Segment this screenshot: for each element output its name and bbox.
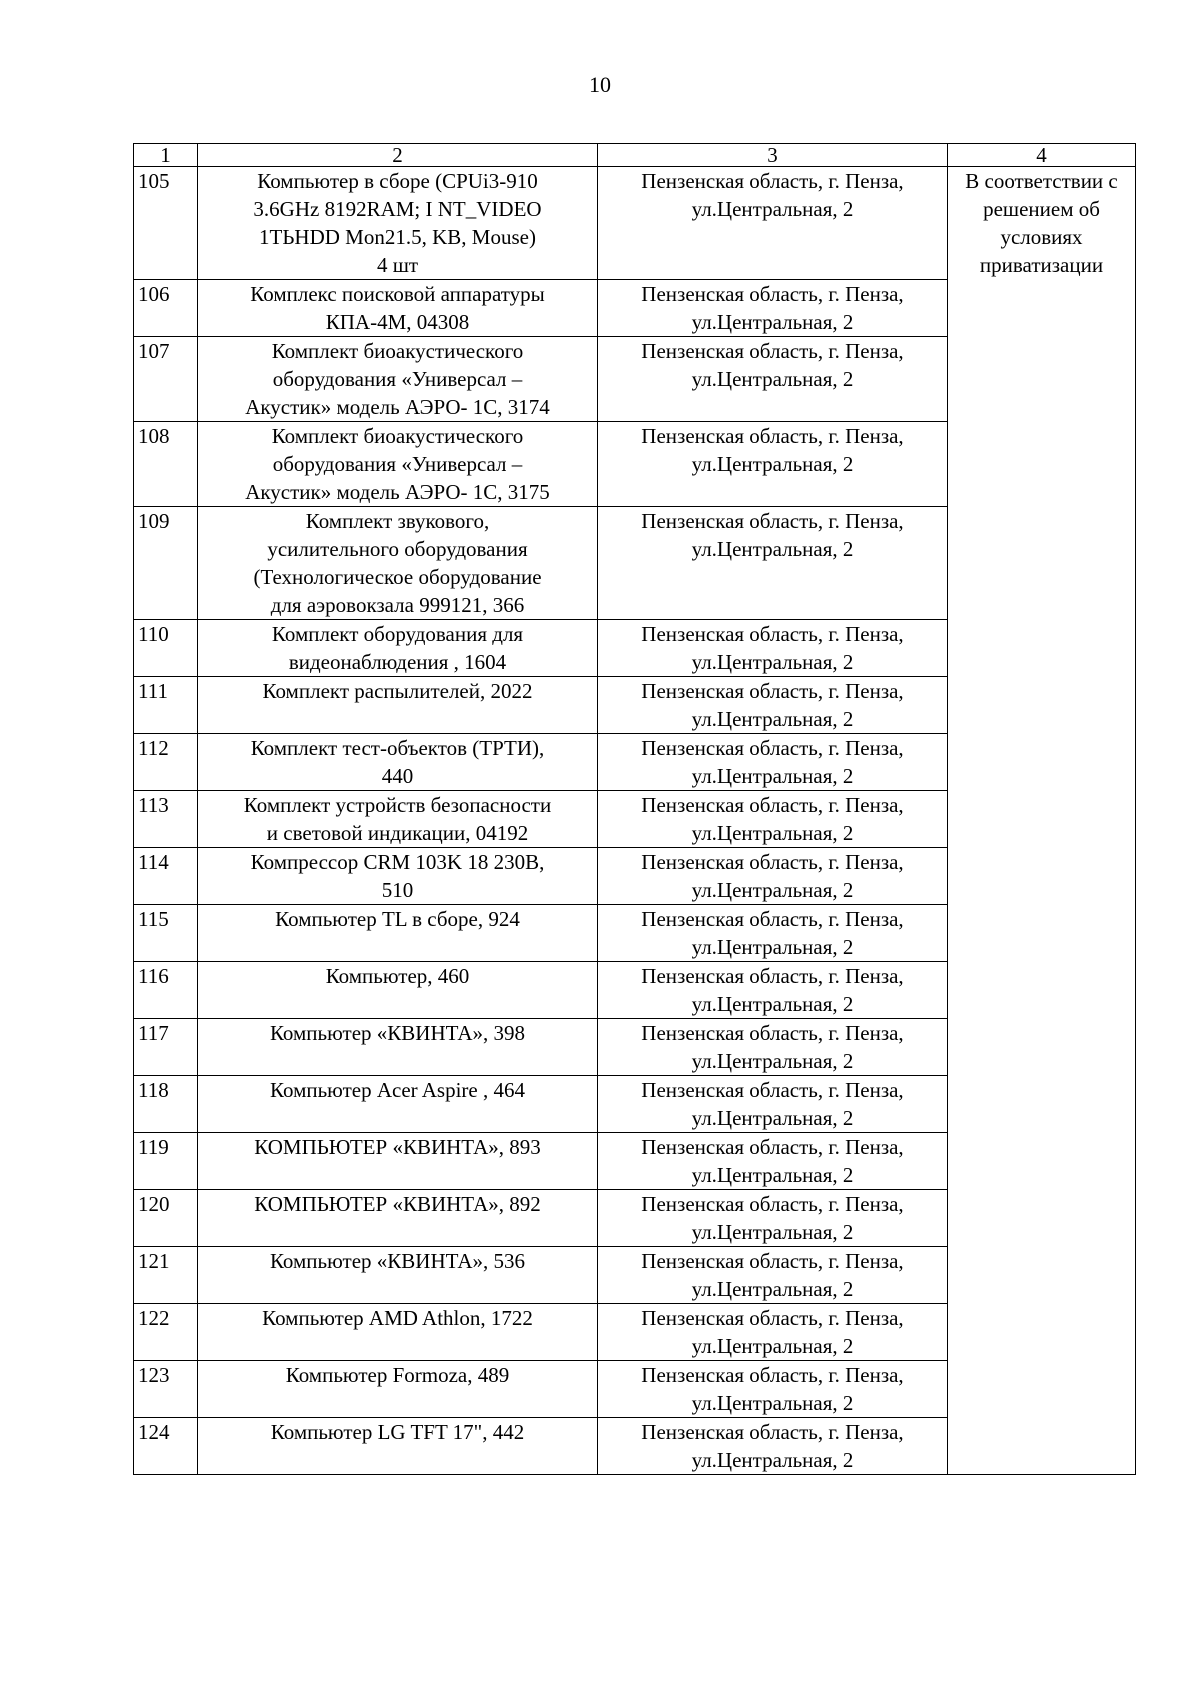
table-body (134, 167, 1136, 1475)
item-name-line: КПА-4М, 04308 (325, 310, 470, 334)
item-name (198, 1133, 598, 1190)
row-number: 107 (134, 337, 198, 422)
condition-line: В соответствии с (965, 169, 1118, 193)
item-name-line: Компьютер Formoza, 489 (285, 1363, 510, 1387)
item-address (598, 791, 948, 848)
item-name-line: Акустик» модель АЭРО- 1С, 3174 (245, 395, 550, 419)
item-address-line: Пензенская область, г. Пенза, (641, 1306, 904, 1330)
header-col-2: 2 (198, 144, 598, 167)
item-name-line: для аэровокзала 999121, 366 (270, 593, 525, 617)
item-name (198, 734, 598, 791)
item-address-line: ул.Центральная, 2 (691, 1106, 854, 1130)
item-address-line: Пензенская область, г. Пенза, (641, 509, 904, 533)
item-name-line: Компьютер Acer Aspire , 464 (270, 1078, 525, 1102)
item-address (598, 1190, 948, 1247)
item-address-line: Пензенская область, г. Пенза, (641, 282, 904, 306)
item-address-line: Пензенская область, г. Пенза, (641, 1420, 904, 1444)
item-name-line: Комплект устройств безопасности (243, 793, 552, 817)
item-address-line: ул.Центральная, 2 (691, 1448, 854, 1472)
item-address-line: ул.Центральная, 2 (691, 992, 854, 1016)
item-address-line: ул.Центральная, 2 (691, 1391, 854, 1415)
item-name (198, 1076, 598, 1133)
row-number: 120 (134, 1190, 198, 1247)
table-row (134, 167, 1136, 280)
item-address-line: ул.Центральная, 2 (691, 935, 854, 959)
header-col-4: 4 (948, 144, 1136, 167)
item-address (598, 1418, 948, 1475)
row-number: 110 (134, 620, 198, 677)
item-address-line: Пензенская область, г. Пенза, (641, 850, 904, 874)
item-address-line: ул.Центральная, 2 (691, 878, 854, 902)
item-address-line: ул.Центральная, 2 (691, 707, 854, 731)
item-address (598, 848, 948, 905)
item-address-line: ул.Центральная, 2 (691, 367, 854, 391)
item-name (198, 280, 598, 337)
row-number: 116 (134, 962, 198, 1019)
table-header-row (134, 144, 1136, 167)
item-name-line: 440 (381, 764, 414, 788)
item-name (198, 677, 598, 734)
item-name-line: КОМПЬЮТЕР «КВИНТА», 893 (254, 1135, 541, 1159)
item-address-line: Пензенская область, г. Пенза, (641, 1363, 904, 1387)
item-name-line: оборудования «Универсал – (272, 367, 523, 391)
item-address (598, 734, 948, 791)
item-name (198, 1247, 598, 1304)
page-number: 10 (589, 72, 611, 97)
item-name (198, 1418, 598, 1475)
item-address-line: ул.Центральная, 2 (691, 1220, 854, 1244)
item-name-line: Компьютер «КВИНТА», 536 (269, 1249, 526, 1273)
item-address-line: Пензенская область, г. Пенза, (641, 1249, 904, 1273)
item-name (198, 507, 598, 620)
item-name (198, 848, 598, 905)
item-address-line: Пензенская область, г. Пенза, (641, 964, 904, 988)
privatization-condition (948, 167, 1136, 1475)
item-name (198, 1190, 598, 1247)
row-number: 117 (134, 1019, 198, 1076)
row-number: 123 (134, 1361, 198, 1418)
item-name (198, 1304, 598, 1361)
item-address (598, 1019, 948, 1076)
header-col-3: 3 (598, 144, 948, 167)
item-name-line: (Технологическое оборудование (253, 565, 542, 589)
item-name-line: 510 (381, 878, 414, 902)
item-address (598, 167, 948, 280)
item-name-line: Компьютер AMD Athlon, 1722 (262, 1306, 533, 1330)
item-address-line: ул.Центральная, 2 (691, 650, 854, 674)
row-number: 111 (134, 677, 198, 734)
item-address (598, 905, 948, 962)
item-name-line: Комплекс поисковой аппаратуры (250, 282, 545, 306)
item-address-line: Пензенская область, г. Пенза, (641, 169, 904, 193)
item-address-line: ул.Центральная, 2 (691, 197, 854, 221)
condition-line: решением об (983, 197, 1100, 221)
item-name-line: оборудования «Универсал – (272, 452, 523, 476)
item-address (598, 507, 948, 620)
item-name-line: усилительного оборудования (267, 537, 528, 561)
item-address-line: Пензенская область, г. Пенза, (641, 907, 904, 931)
item-name-line: Компрессор CRM 103K 18 230B, (250, 850, 545, 874)
item-name-line: Комплект звукового, (305, 509, 490, 533)
row-number: 115 (134, 905, 198, 962)
item-address-line: Пензенская область, г. Пенза, (641, 679, 904, 703)
row-number: 124 (134, 1418, 198, 1475)
item-address-line: ул.Центральная, 2 (691, 452, 854, 476)
row-number: 114 (134, 848, 198, 905)
item-name (198, 1361, 598, 1418)
row-number: 122 (134, 1304, 198, 1361)
item-name-line: видеонаблюдения , 1604 (288, 650, 507, 674)
item-address-line: Пензенская область, г. Пенза, (641, 1078, 904, 1102)
item-name-line: и световой индикации, 04192 (266, 821, 529, 845)
property-table (133, 143, 1136, 1475)
item-name-line: Комплект оборудования для (271, 622, 524, 646)
item-address-line: ул.Центральная, 2 (691, 1334, 854, 1358)
item-name (198, 620, 598, 677)
item-address-line: ул.Центральная, 2 (691, 1049, 854, 1073)
item-address-line: Пензенская область, г. Пенза, (641, 736, 904, 760)
item-name-line: Комплект биоакустического (271, 339, 524, 363)
item-name-line: Комплект биоакустического (271, 424, 524, 448)
row-number: 108 (134, 422, 198, 507)
item-address (598, 422, 948, 507)
item-address-line: ул.Центральная, 2 (691, 821, 854, 845)
item-name-line: Компьютер TL в сборе, 924 (275, 907, 520, 931)
item-address (598, 1133, 948, 1190)
row-number: 119 (134, 1133, 198, 1190)
item-name-line: Комплект тест-объектов (ТРТИ), (250, 736, 545, 760)
row-number: 113 (134, 791, 198, 848)
item-name-line: Компьютер в сборе (CPUi3-910 (257, 169, 538, 193)
item-address (598, 1361, 948, 1418)
item-address-line: ул.Центральная, 2 (691, 537, 854, 561)
item-name (198, 337, 598, 422)
item-address-line: Пензенская область, г. Пенза, (641, 622, 904, 646)
item-name (198, 791, 598, 848)
condition-line: приватизации (979, 253, 1104, 277)
item-name-line: Компьютер, 460 (325, 964, 470, 988)
row-number: 109 (134, 507, 198, 620)
row-number: 121 (134, 1247, 198, 1304)
item-address (598, 962, 948, 1019)
item-address-line: Пензенская область, г. Пенза, (641, 1192, 904, 1216)
item-address-line: Пензенская область, г. Пенза, (641, 1135, 904, 1159)
item-address (598, 677, 948, 734)
item-name-line: 1ТЬHDD Mon21.5, KB, Mouse) (259, 225, 536, 249)
item-name (198, 167, 598, 280)
item-address-line: Пензенская область, г. Пенза, (641, 424, 904, 448)
item-address (598, 337, 948, 422)
item-name-line: Акустик» модель АЭРО- 1С, 3175 (245, 480, 550, 504)
item-name-line: Компьютер LG TFT 17", 442 (270, 1420, 525, 1444)
item-address-line: ул.Центральная, 2 (691, 310, 854, 334)
item-name (198, 1019, 598, 1076)
item-name-line: 4 шт (376, 253, 419, 277)
item-address (598, 1076, 948, 1133)
item-name (198, 905, 598, 962)
item-address-line: ул.Центральная, 2 (691, 1163, 854, 1187)
item-name (198, 422, 598, 507)
item-address (598, 620, 948, 677)
item-name-line: Компьютер «КВИНТА», 398 (269, 1021, 526, 1045)
row-number: 105 (134, 167, 198, 280)
item-name-line: 3.6GHz 8192RAM; I NT_VIDEO (253, 197, 542, 221)
item-address (598, 1247, 948, 1304)
item-name-line: КОМПЬЮТЕР «КВИНТА», 892 (254, 1192, 541, 1216)
item-address-line: Пензенская область, г. Пенза, (641, 339, 904, 363)
item-address (598, 1304, 948, 1361)
row-number: 112 (134, 734, 198, 791)
item-address-line: Пензенская область, г. Пенза, (641, 1021, 904, 1045)
item-name (198, 962, 598, 1019)
header-col-1: 1 (134, 144, 198, 167)
item-address-line: Пензенская область, г. Пенза, (641, 793, 904, 817)
row-number: 106 (134, 280, 198, 337)
condition-line: условиях (1000, 225, 1083, 249)
row-number: 118 (134, 1076, 198, 1133)
item-address (598, 280, 948, 337)
item-address-line: ул.Центральная, 2 (691, 764, 854, 788)
item-address-line: ул.Центральная, 2 (691, 1277, 854, 1301)
item-name-line: Комплект распылителей, 2022 (262, 679, 533, 703)
